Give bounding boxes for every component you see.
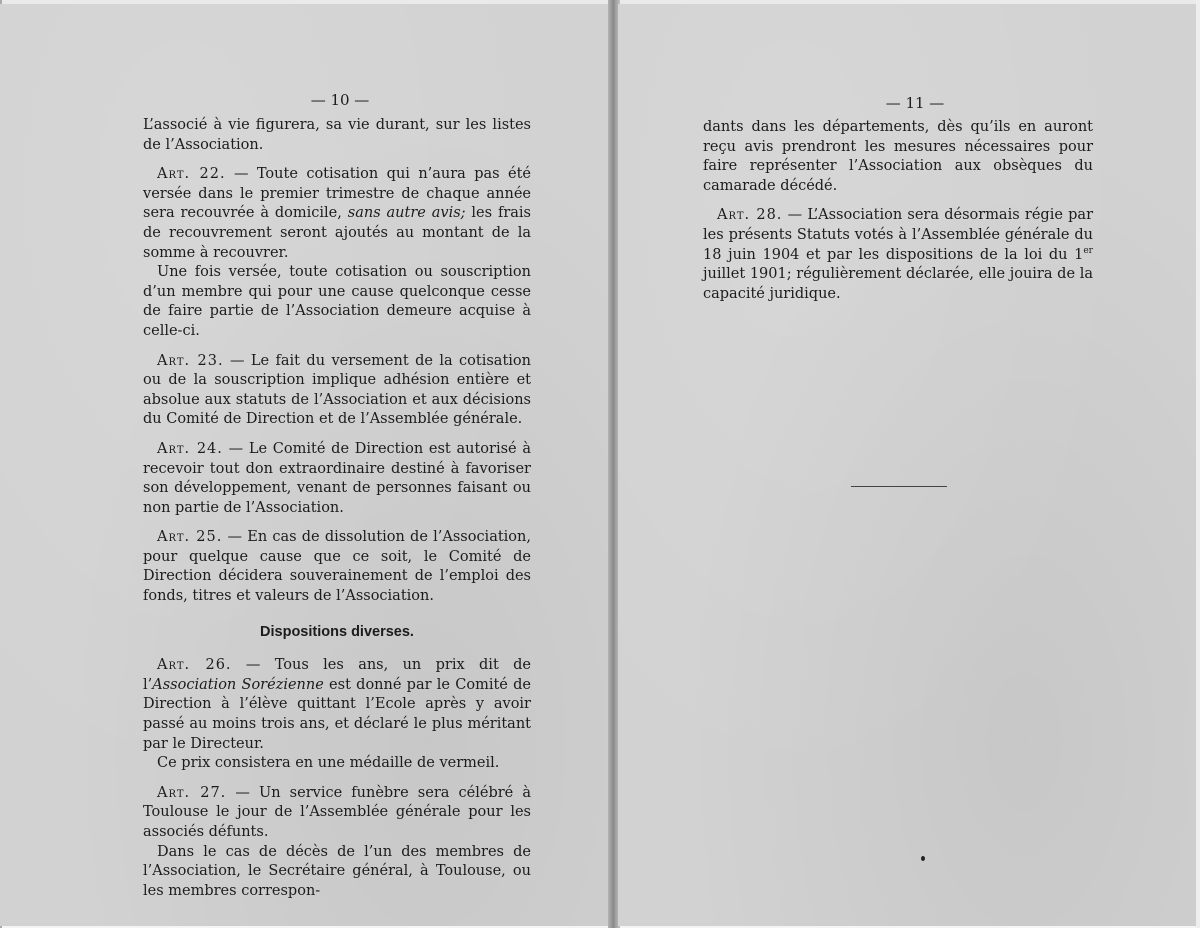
article-28 — [703, 206, 1093, 304]
article-27 — [143, 784, 531, 843]
left-page — [0, 4, 612, 926]
scan-edge-right — [1196, 0, 1200, 928]
article-25 — [143, 528, 531, 606]
right-page — [618, 4, 1198, 926]
article-26-continued: Ce prix consistera en une médaille de vermeil. — [157, 755, 500, 772]
paragraph: L’associé à vie figurera, sa vie durant, sur les listes de l’Association. — [143, 117, 531, 153]
article-text: — Le Comité de Direction est autorisé à recevoir tout don extraordinaire destiné à favoriser son développement, venant de personnes faisant ou non partie de l’Association. — [143, 440, 531, 516]
article-text: — En cas de dissolution de l’Association, pour quelque cause que ce soit, le Comité de Direction décidera souverainement de l’emploi des fonds, titres et valeurs de l’Association. — [143, 529, 531, 605]
section-heading: Dispositions diverses. — [260, 623, 414, 640]
article-italic: sans autre avis; — [347, 205, 466, 222]
end-rule — [851, 486, 947, 487]
article-label: Art. 28. — [717, 207, 783, 224]
superscript: er — [1083, 245, 1093, 256]
article-text: — Toute cotisation qui n’aura pas été versée dans le premier trimestre de chaque année sera recouvrée à domicile, — [143, 166, 531, 222]
page-body — [143, 116, 531, 901]
article-text-tail: est donné par le Comité de Direction à l’élève quittant l’Ecole après y avoir passé au moins trois ans, et déclaré le plus méritant par le Directeur. — [143, 676, 531, 752]
article-22 — [143, 165, 531, 263]
article-26 — [143, 656, 531, 754]
page-number: — 11 — — [885, 94, 945, 112]
page-body — [703, 118, 1093, 304]
article-22-continued: Une fois versée, toute cotisation ou souscription d’un membre qui pour une cause quelconque cesse de faire partie de l’Association demeure acquise à celle-ci. — [143, 264, 531, 339]
article-24 — [143, 440, 531, 518]
paragraph: dants dans les départements, dès qu’ils en auront reçu avis prendront les mesures nécessaires pour faire représenter l’Association aux obsèques du camarade décédé. — [703, 119, 1093, 194]
article-label: Art. 27. — [157, 784, 227, 801]
article-text-tail: les frais de recouvrement seront ajoutés au montant de la somme à recouvrer. — [143, 205, 531, 261]
article-italic: Association Sorézienne — [152, 676, 324, 693]
article-text: — Tous les ans, un prix dit de l’ — [143, 657, 531, 693]
article-text: — L’Association sera désormais régie par les présents Statuts votés à l’Assemblée générale du 18 juin 1904 et par les dispositions de la loi du 1 — [703, 207, 1093, 263]
article-label: Art. 26. — [157, 657, 232, 674]
article-label: Art. 23. — [157, 352, 224, 369]
article-27-continued: Dans le cas de décès de l’un des membres de l’Association, le Secrétaire général, à Toulouse, ou les membres correspon- — [143, 843, 531, 899]
page-number: — 10 — — [310, 91, 370, 109]
article-label: Art. 24. — [157, 440, 223, 457]
article-label: Art. 22. — [157, 166, 226, 183]
article-23 — [143, 352, 531, 430]
article-label: Art. 25. — [157, 529, 223, 546]
article-text: — Un service funèbre sera célébré à Toulouse le jour de l’Assemblée générale pour les associés défunts. — [143, 784, 531, 840]
article-text: — Le fait du versement de la cotisation ou de la souscription implique adhésion entière et absolue aux statuts de l’Association et aux décisions du Comité de Direction et de l’Assemblée générale. — [143, 352, 531, 428]
article-text-tail: juillet 1901; régulièrement déclarée, elle jouira de la capacité juridique. — [703, 266, 1093, 302]
ink-speck — [921, 856, 925, 861]
